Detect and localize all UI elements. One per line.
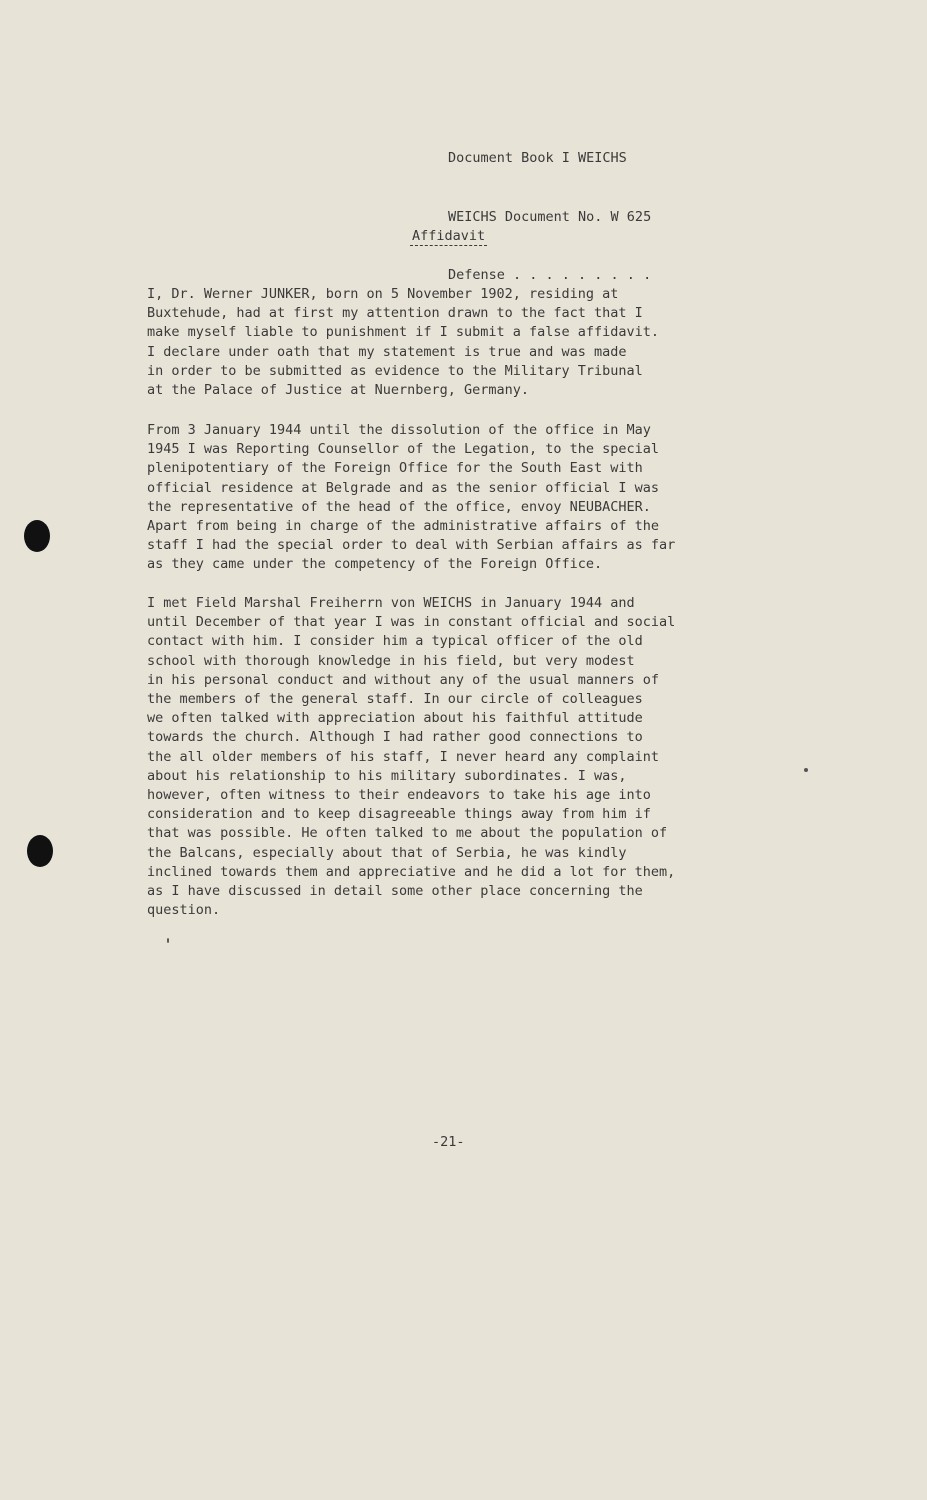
text-line: the members of the general staff. In our circle of colleagues — [147, 691, 643, 708]
header-document-number-line: WEICHS Document No. W 625 — [448, 208, 652, 225]
text-line: as I have discussed in detail some other place concerning the — [147, 883, 643, 900]
header-book-line: Document Book I WEICHS — [448, 150, 627, 166]
text-line: staff I had the special order to deal with Serbian affairs as far — [147, 537, 676, 554]
text-line: in his personal conduct and without any of the usual manners of — [147, 671, 660, 688]
text-line: we often talked with appreciation about his faithful attitude — [147, 710, 643, 727]
text-line: towards the church. Although I had rather good connections to — [147, 729, 643, 746]
text-line: I met Field Marshal Freiherrn von WEICHS in January 1944 and — [147, 595, 635, 611]
title-text: Affidavit — [412, 228, 486, 244]
page-number: -21- — [432, 1134, 465, 1150]
punch-hole-top — [24, 520, 50, 552]
text-line: that was possible. He often talked to me about the population of — [147, 825, 668, 842]
text-line: I, Dr. Werner JUNKER, born on 5 November 1902, residing at — [147, 286, 619, 302]
punch-hole-bottom — [27, 835, 53, 867]
text-line: as they came under the competency of the Foreign Office. — [147, 556, 603, 573]
text-line: From 3 January 1944 until the dissolution of the office in May — [147, 422, 651, 438]
paragraph-position — [147, 421, 787, 575]
text-line: 1945 I was Reporting Counsellor of the Legation, to the special — [147, 441, 660, 458]
text-line: until December of that year I was in constant official and social — [147, 614, 676, 631]
header-defense-line: Defense . . . . . . . . . — [448, 267, 652, 283]
text-line: however, often witness to their endeavors to take his age into — [147, 787, 651, 804]
text-line: the all older members of his staff, I never heard any complaint — [147, 748, 660, 765]
text-line: about his relationship to his military subordinates. I was, — [147, 767, 627, 784]
text-line: official residence at Belgrade and as the senior official I was — [147, 479, 660, 496]
text-line: the Balcans, especially about that of Serbia, he was kindly — [147, 844, 627, 861]
text-line: plenipotentiary of the Foreign Office for the South East with — [147, 460, 643, 477]
paper-speck — [804, 768, 808, 772]
document-title — [410, 227, 487, 245]
text-line: I declare under oath that my statement is true and was made — [147, 343, 627, 360]
text-line: question. — [147, 902, 221, 919]
text-line: the representative of the head of the office, envoy NEUBACHER. — [147, 498, 651, 515]
paragraph-field-marshal — [147, 594, 787, 920]
text-line: inclined towards them and appreciative and he did a lot for them, — [147, 863, 676, 880]
text-line: in order to be submitted as evidence to the Military Tribunal — [147, 362, 643, 379]
text-line: contact with him. I consider him a typical officer of the old — [147, 633, 643, 650]
paper-speck — [167, 938, 169, 943]
text-line: Apart from being in charge of the administrative affairs of the — [147, 518, 660, 535]
text-line: at the Palace of Justice at Nuernberg, Germany. — [147, 382, 530, 399]
text-line: consideration and to keep disagreeable things away from him if — [147, 806, 651, 823]
text-line: Buxtehude, had at first my attention drawn to the fact that I — [147, 305, 643, 322]
text-line: school with thorough knowledge in his field, but very modest — [147, 652, 635, 669]
paragraph-oath — [147, 285, 787, 400]
text-line: make myself liable to punishment if I submit a false affidavit. — [147, 324, 660, 341]
